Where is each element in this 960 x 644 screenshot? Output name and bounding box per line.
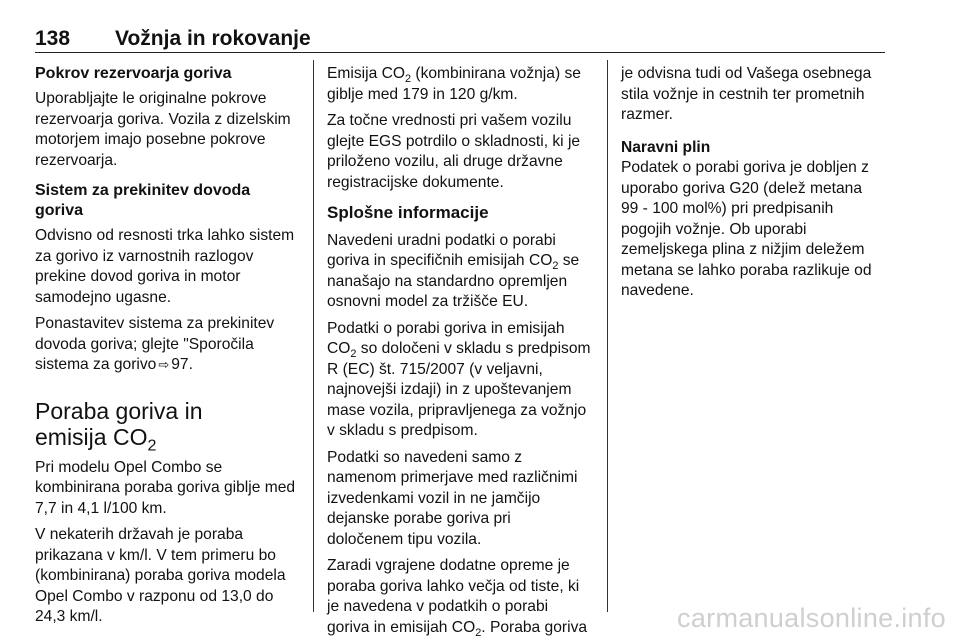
heading-general-info: Splošne informacije: [327, 203, 489, 222]
text: . Poraba goriva: [481, 618, 588, 636]
text: so določeni v skladu s predpisom R (EC) št. 715/2007 (v veljavni, najnovejši izdaji) in z upoštevanjem mase vozila, pripravljenega za vožnjo v skladu s predpisom.: [327, 340, 591, 439]
paragraph-reference: [35, 314, 305, 376]
page-header: [35, 16, 885, 53]
paragraph: [327, 64, 595, 105]
section-heading-line1: Poraba goriva in: [35, 397, 203, 424]
column-left: [35, 64, 305, 634]
page-title: Vožnja in rokovanje: [115, 27, 311, 50]
paragraph: [327, 556, 595, 638]
heading-natural-gas: Naravni plin: [621, 138, 711, 156]
paragraph: je odvisna tudi od Vašega osebnega stila vožnje in cestnih ter prometnih razmer.: [621, 65, 872, 123]
paragraph: V nekaterih državah je poraba prikazana v km/l. V tem primeru bo (kombinirana) poraba goriva modela Opel Combo v razponu od 13,0 do 24,3 km/l.: [35, 526, 286, 625]
paragraph: Podatek o porabi goriva je dobljen z uporabo goriva G20 (delež metana 99 - 100 mol%) pri predpisanih pogojih vožnje. Ob uporabi zemeljskega plina z nižjim deležem metana se lahko poraba razlikuje od navedene.: [621, 159, 872, 299]
paragraph: Odvisno od resnosti trka lahko sistem za gorivo iz varnostnih razlogov prekine dovod goriva in motor samodejno ugasne.: [35, 227, 295, 306]
page-ref-arrow-icon[interactable]: ⇨: [158, 357, 170, 372]
column-divider: [313, 60, 314, 612]
heading-fuel-cutoff: Sistem za prekinitev dovoda goriva: [35, 182, 251, 219]
column-middle: [327, 64, 595, 644]
text: (kombinirana vožnja) se giblje med 179 in 120 g/km.: [327, 65, 581, 103]
page-number: 138: [35, 27, 71, 50]
section-heading-line2: emisija CO: [35, 423, 148, 450]
subscript: 2: [552, 260, 559, 273]
subscript: 2: [350, 348, 357, 361]
text: Podatki o porabi goriva in emisijah CO: [327, 319, 565, 357]
text: Emisija CO: [327, 65, 405, 82]
subscript: 2: [475, 626, 482, 639]
column-divider: [607, 60, 608, 612]
paragraph: [327, 231, 595, 313]
paragraph: Uporabljajte le originalne pokrove rezervoarja goriva. Vozila z dizelskim motorjem imajo posebne pokrove rezervoarja.: [35, 90, 291, 169]
text: Zaradi vgrajene dodatne opreme je poraba goriva lahko večja od tiste, ki je navedena v podatkih o porabi goriva in emisijah CO: [327, 557, 580, 636]
text: Navedeni uradni podatki o porabi goriva in specifičnih emisijah CO: [327, 231, 556, 269]
heading-fuel-cap: Pokrov rezervoarja goriva: [35, 65, 232, 82]
paragraph: Za točne vrednosti pri vašem vozilu glejte EGS potrdilo o skladnosti, ki je priloženo vozilu, ali druge državne registracijske dokumente.: [327, 112, 581, 191]
subscript: 2: [404, 73, 412, 86]
text: se nanašajo na standardno opremljen osnovni model za tržišče EU.: [327, 252, 580, 310]
page-ref-number[interactable]: 97.: [171, 356, 193, 373]
section-heading: [35, 397, 305, 455]
paragraph: Pri modelu Opel Combo se kombinirana poraba goriva giblje med 7,7 in 4,1 l/100 km.: [35, 458, 296, 517]
paragraph: Podatki so navedeni samo z namenom primerjave med različnimi izvedenkami vozil in ne jamčijo dejanske porabe goriva pri določenem tipu vozila.: [327, 448, 578, 548]
watermark: carmanualsonline.info: [677, 603, 946, 633]
subscript: 2: [147, 436, 157, 455]
column-right: [621, 64, 889, 308]
reference-text: Ponastavitev sistema za prekinitev dovoda goriva; glejte "Sporočila sistema za gorivo: [35, 315, 275, 373]
paragraph: [327, 319, 595, 442]
